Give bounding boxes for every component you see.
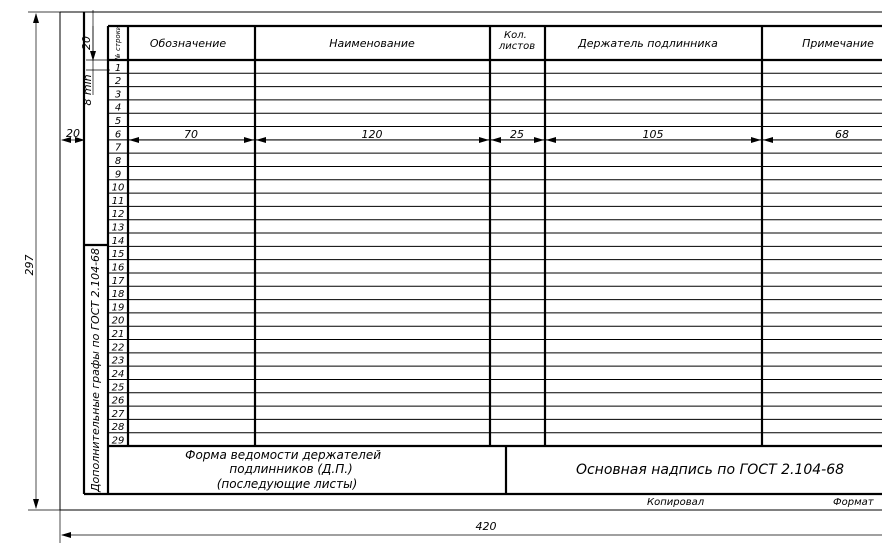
dimension-row-height — [81, 60, 110, 106]
row-number: 9 — [114, 169, 122, 181]
row-number: 18 — [111, 289, 125, 301]
column-header-sheets: Кол. листов — [498, 30, 536, 52]
sheet-height-text: 297 — [23, 254, 36, 276]
header-height-text: 20 — [80, 36, 93, 50]
row-number: 23 — [111, 355, 125, 367]
form-title-line-1: Форма ведомости держателей — [185, 448, 382, 462]
table-rows — [108, 63, 882, 447]
row-number: 16 — [111, 262, 125, 274]
row-number: 27 — [111, 408, 125, 420]
width-sheets: 25 — [510, 128, 524, 141]
form-title-line-3: (последующие листы) — [216, 477, 358, 491]
row-number: 4 — [114, 102, 122, 114]
width-note: 68 — [835, 128, 849, 141]
sheet-width-text: 420 — [475, 520, 497, 533]
row-number: 29 — [111, 435, 125, 447]
row-number: 25 — [111, 382, 125, 394]
footer-format: Формат — [833, 497, 874, 508]
row-number: 24 — [111, 368, 125, 380]
row-number: 13 — [111, 222, 125, 234]
column-width-dimensions — [130, 128, 882, 141]
column-header-designation: Обозначение — [149, 37, 227, 50]
dimension-sheet-height — [23, 12, 60, 510]
row-number: 2 — [114, 76, 122, 88]
row-height-text: 8 min — [81, 74, 94, 106]
form-title-line-2: подлинников (Д.П.) — [229, 462, 353, 476]
row-number-header: № строки — [114, 25, 122, 61]
row-number: 20 — [111, 315, 125, 327]
column-header-note: Примечание — [802, 37, 874, 50]
row-number: 3 — [114, 89, 122, 101]
row-number: 14 — [111, 235, 125, 247]
row-number: 11 — [111, 195, 125, 207]
title-block-label: Основная надпись по ГОСТ 2.104-68 — [575, 462, 845, 478]
row-number: 6 — [114, 129, 122, 141]
column-header-holder: Держатель подлинника — [578, 37, 718, 50]
row-number: 12 — [111, 209, 125, 221]
side-column-label: Дополнительные графы по ГОСТ 2.104-68 — [89, 247, 102, 493]
dimension-sheet-width — [60, 510, 882, 543]
column-header-name: Наименование — [329, 37, 415, 50]
width-designation: 70 — [184, 128, 198, 141]
row-number: 5 — [114, 116, 122, 128]
form-title — [185, 448, 385, 491]
left-margin-text: 20 — [66, 127, 80, 140]
footer-copied: Копировал — [647, 497, 705, 508]
row-number: 1 — [114, 62, 122, 74]
row-number: 10 — [111, 182, 125, 194]
row-number: 19 — [111, 302, 125, 314]
row-number: 26 — [111, 395, 125, 407]
width-name: 120 — [361, 128, 383, 141]
row-number: 21 — [111, 329, 125, 341]
row-number: 15 — [111, 249, 125, 261]
row-number: 7 — [114, 142, 122, 154]
row-number: 22 — [111, 342, 125, 354]
row-number: 8 — [114, 155, 122, 167]
row-number: 17 — [111, 275, 125, 287]
width-holder: 105 — [642, 128, 664, 141]
dimension-left-margin — [62, 127, 84, 140]
row-number: 28 — [111, 422, 125, 434]
